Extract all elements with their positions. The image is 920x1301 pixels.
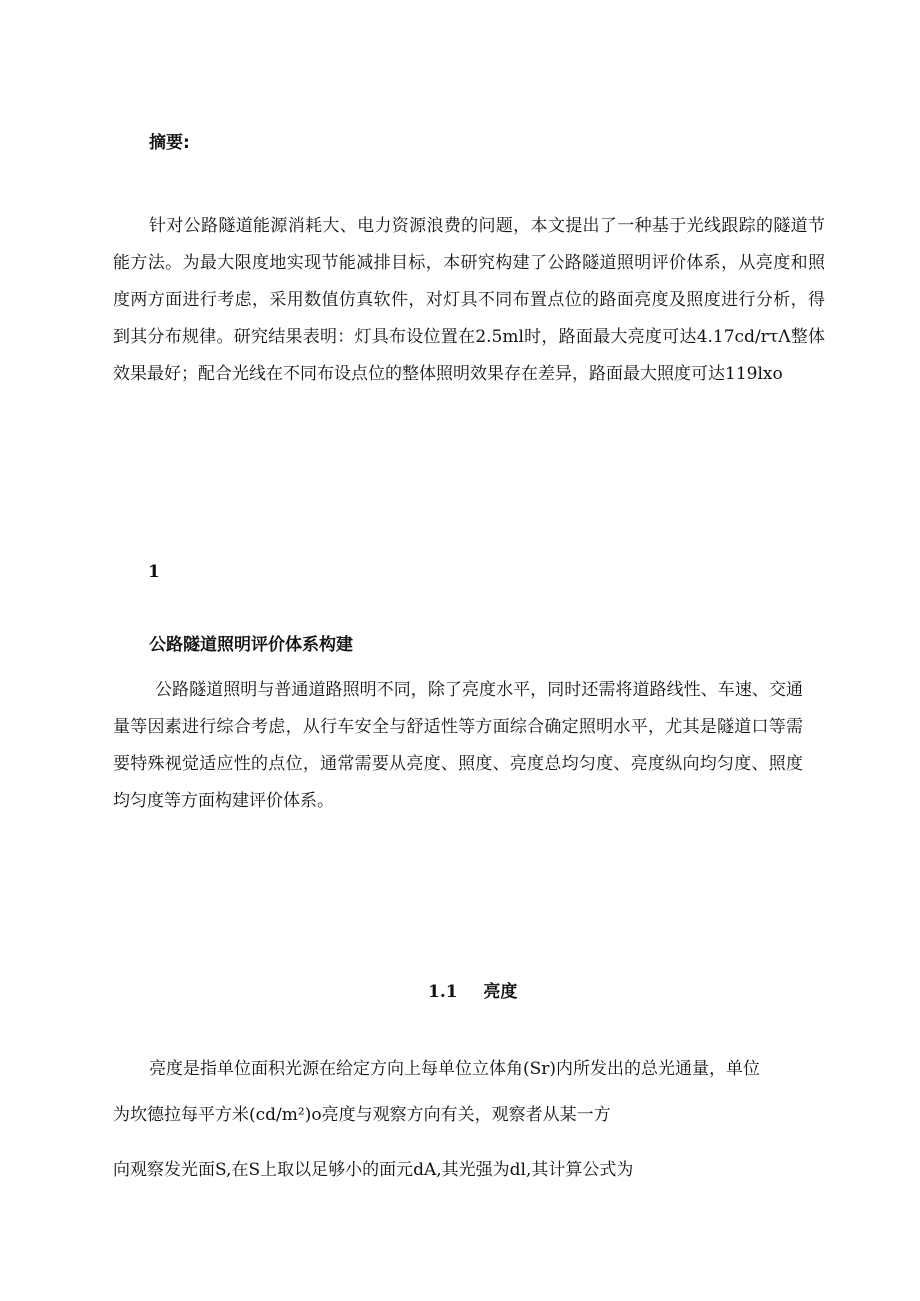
section-1-title: 公路隧道照明评价体系构建 [149,635,353,655]
section-1-1-line-2: 为坎德拉每平方米(cd∕m²)o亮度与观察方向有关，观察者从某一方 [113,1105,611,1125]
section-1-number: 1 [148,562,160,582]
section-1-1-line-3: 向观察发光面S,在S上取以足够小的面元dA,其光强为dl,其计算公式为 [113,1160,634,1180]
section-1-1-number: 1.1 [428,982,458,1002]
section-1-1-heading [428,977,517,1002]
abstract-body: 针对公路隧道能源消耗大、电力资源浪费的问题，本文提出了一种基于光线跟踪的隧道节能方法。为最大限度地实现节能减排目标，本研究构建了公路隧道照明评价体系，从亮度和照度两方面进行考虑，采用数值仿真软件，对灯具不同布置点位的路面亮度及照度进行分析，得到其分布规律。研究结果表明：灯具布设位置在2.5ml时，路面最大亮度可达4.17cd∕rτΛ整体效果最好；配合光线在不同布设点位的整体照明效果存在差异，路面最大照度可达119lxo [113,216,825,384]
section-1-1-line-1: 亮度是指单位面积光源在给定方向上每单位立体角(Sr)内所发出的总光通量，单位 [149,1059,761,1079]
section-1-body: 公路隧道照明与普通道路照明不同，除了亮度水平，同时还需将道路线性、车速、交通量等因素进行综合考虑，从行车安全与舒适性等方面综合确定照明水平，尤其是隧道口等需要特殊视觉适应性的点位，通常需要从亮度、照度、亮度总均匀度、亮度纵向均匀度、照度均匀度等方面构建评价体系。 [113,680,803,811]
abstract-heading: 摘要: [149,133,190,153]
section-1-1-title: 亮度 [483,982,518,1002]
